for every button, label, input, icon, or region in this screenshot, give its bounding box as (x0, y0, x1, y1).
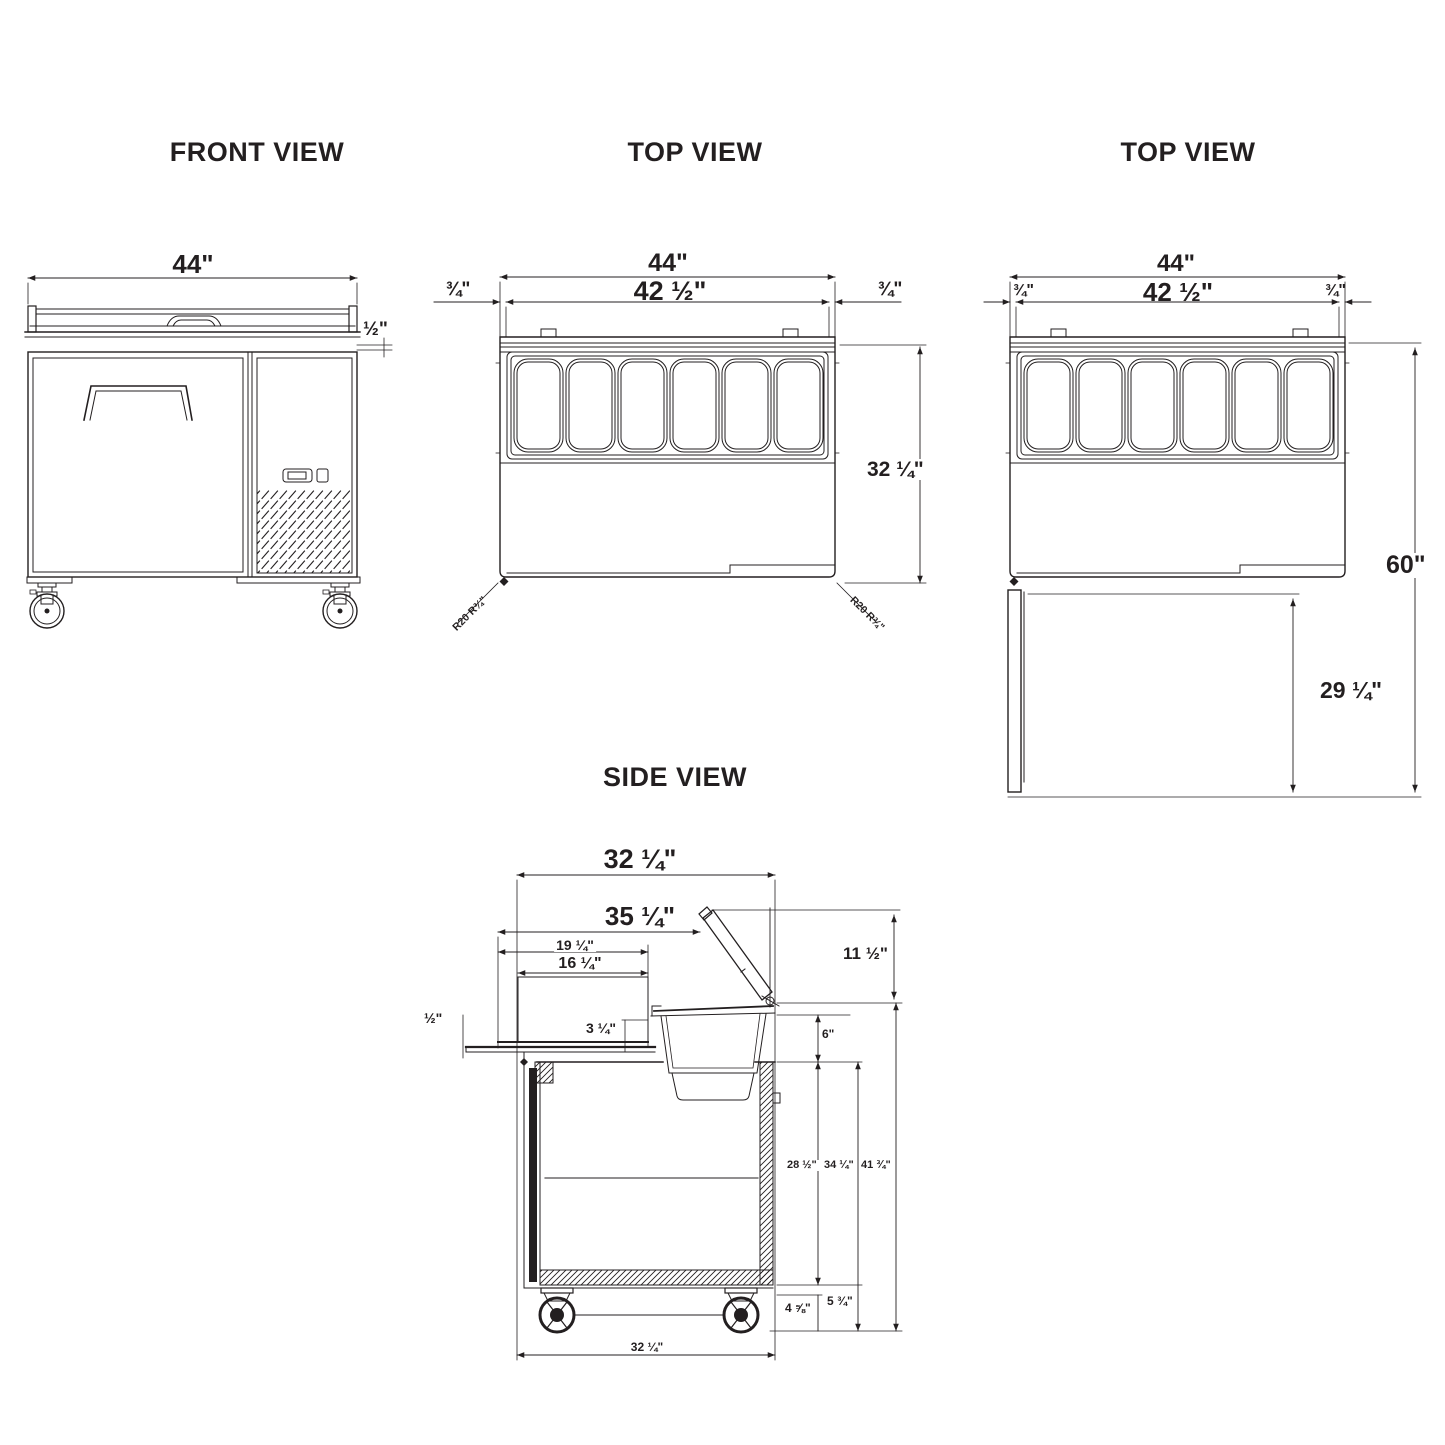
side-base-clearance-dim: 4 ⅝" (785, 1301, 811, 1315)
tvo-right-margin-dim: ¾" (1325, 282, 1346, 299)
tvo-door-width-dim: 29 ¼" (1320, 677, 1383, 703)
tvc-overall-width-dim: 44" (648, 249, 688, 277)
side-caster-height-dim: 5 ¾" (827, 1294, 853, 1308)
side-cabinet-depth-dim: 32 ¼" (603, 844, 677, 874)
front-view-title: FRONT VIEW (169, 137, 345, 167)
tvo-cutout-width-dim: 42 ½" (1142, 277, 1214, 307)
side-view-linework (463, 875, 902, 1360)
tvo-overall-width-dim: 44" (1156, 250, 1196, 277)
tvc-cutout-width-dim: 42 ½" (633, 276, 707, 306)
tvc-depth-dim: 32 ¼" (867, 458, 924, 481)
side-pan-depth-dim: 6" (822, 1027, 835, 1041)
side-counter-height-dim: 34 ¼" (824, 1159, 854, 1171)
front-lip-dim: ½" (363, 319, 388, 340)
tvc-right-margin-dim: ¾" (877, 279, 903, 300)
top-view-open-title: TOP VIEW (1120, 137, 1256, 167)
tvc-left-margin-dim: ¾" (445, 279, 471, 300)
side-view-title: SIDE VIEW (602, 762, 748, 792)
tvc-corner-radius-left-note: R20 R¾" (450, 594, 490, 634)
front-view-linework (25, 278, 392, 628)
side-board-inner-dim: 16 ¼" (558, 955, 602, 972)
side-base-depth-dim: 32 ¼" (630, 1340, 664, 1354)
front-width-dim: 44" (172, 249, 214, 279)
side-interior-height-dim: 28 ½" (787, 1159, 817, 1171)
top-view-open-linework (984, 277, 1421, 797)
side-lip-dim: ½" (424, 1010, 443, 1026)
tvc-corner-radius-right-note: R20 R¾" (847, 594, 887, 634)
tvo-left-margin-dim: ¾" (1013, 282, 1034, 299)
side-rail-height-dim: 3 ¼" (586, 1020, 616, 1036)
side-lid-height-dim: 11 ½" (843, 944, 888, 963)
tvo-depth-door-open-dim: 60" (1386, 551, 1426, 579)
top-view-closed-linework (434, 277, 926, 623)
top-view-closed-title: TOP VIEW (627, 137, 763, 167)
side-overall-height-dim: 41 ¾" (861, 1159, 891, 1171)
side-overall-depth-dim: 35 ¼" (604, 901, 676, 931)
side-board-outer-dim: 19 ¼" (556, 937, 594, 953)
